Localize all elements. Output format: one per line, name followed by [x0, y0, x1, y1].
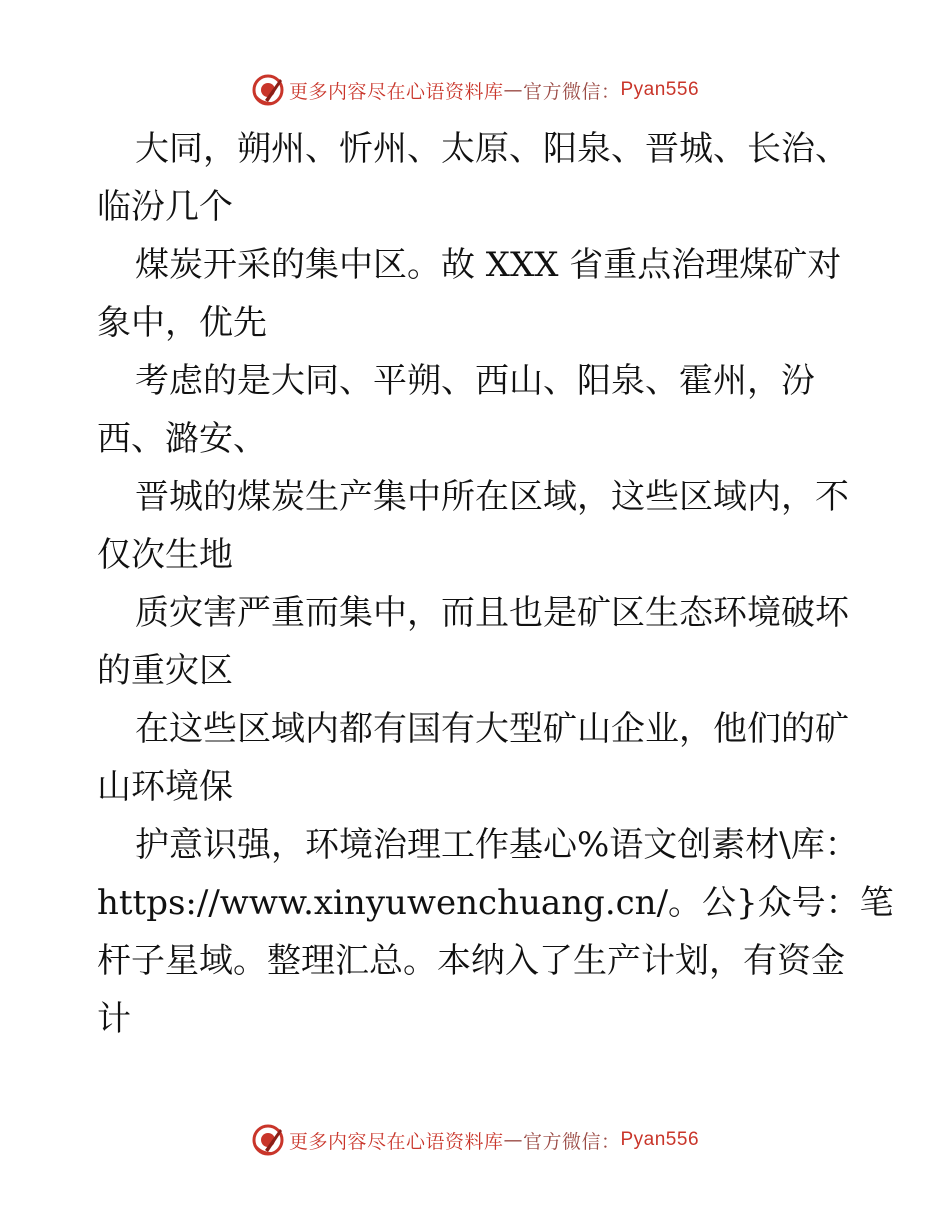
text-line: 计	[97, 999, 131, 1039]
brand-logo-icon	[251, 1123, 285, 1157]
text-line: 西、潞安、	[97, 419, 267, 459]
text-line: 考虑的是大同、平朔、西山、阳泉、霍州，汾	[135, 361, 815, 401]
text-line: 仅次生地	[97, 535, 233, 575]
text-line: 煤炭开采的集中区。故 XXX 省重点治理煤矿对	[135, 245, 842, 285]
watermark-handle: Pyan556	[620, 1129, 700, 1150]
text-line: 临汾几个	[97, 187, 233, 227]
text-line: 山环境保	[97, 767, 233, 807]
document-body	[97, 120, 894, 1048]
footer-watermark	[0, 1120, 950, 1160]
text-line: 在这些区域内都有国有大型矿山企业，他们的矿	[135, 709, 849, 749]
text-line: 护意识强，环境治理工作基心%语文创素材\库：	[135, 825, 859, 865]
brand-logo-icon	[251, 73, 285, 107]
watermark-label: 官方微信：	[522, 1130, 621, 1153]
watermark-text: 更多内容尽在心语资料库	[288, 80, 504, 103]
text-line: 大同，朔州、忻州、太原、阳泉、晋城、长治、	[135, 129, 849, 169]
watermark-separator: —	[503, 79, 523, 101]
watermark-separator: —	[503, 1129, 523, 1151]
header-watermark	[0, 70, 950, 110]
text-line: 象中，优先	[97, 303, 267, 343]
text-line: 晋城的煤炭生产集中所在区域，这些区域内，不	[135, 477, 849, 517]
text-line: https://www.xinyuwenchuang.cn/。公}众号：笔	[97, 883, 894, 923]
text-line: 质灾害严重而集中，而且也是矿区生态环境破坏	[135, 593, 849, 633]
text-line: 的重灾区	[97, 651, 233, 691]
watermark-text: 更多内容尽在心语资料库	[288, 1130, 504, 1153]
watermark-label: 官方微信：	[522, 80, 621, 103]
text-line: 杆子星域。整理汇总。本纳入了生产计划，有资金	[97, 941, 845, 981]
watermark-handle: Pyan556	[620, 79, 700, 100]
